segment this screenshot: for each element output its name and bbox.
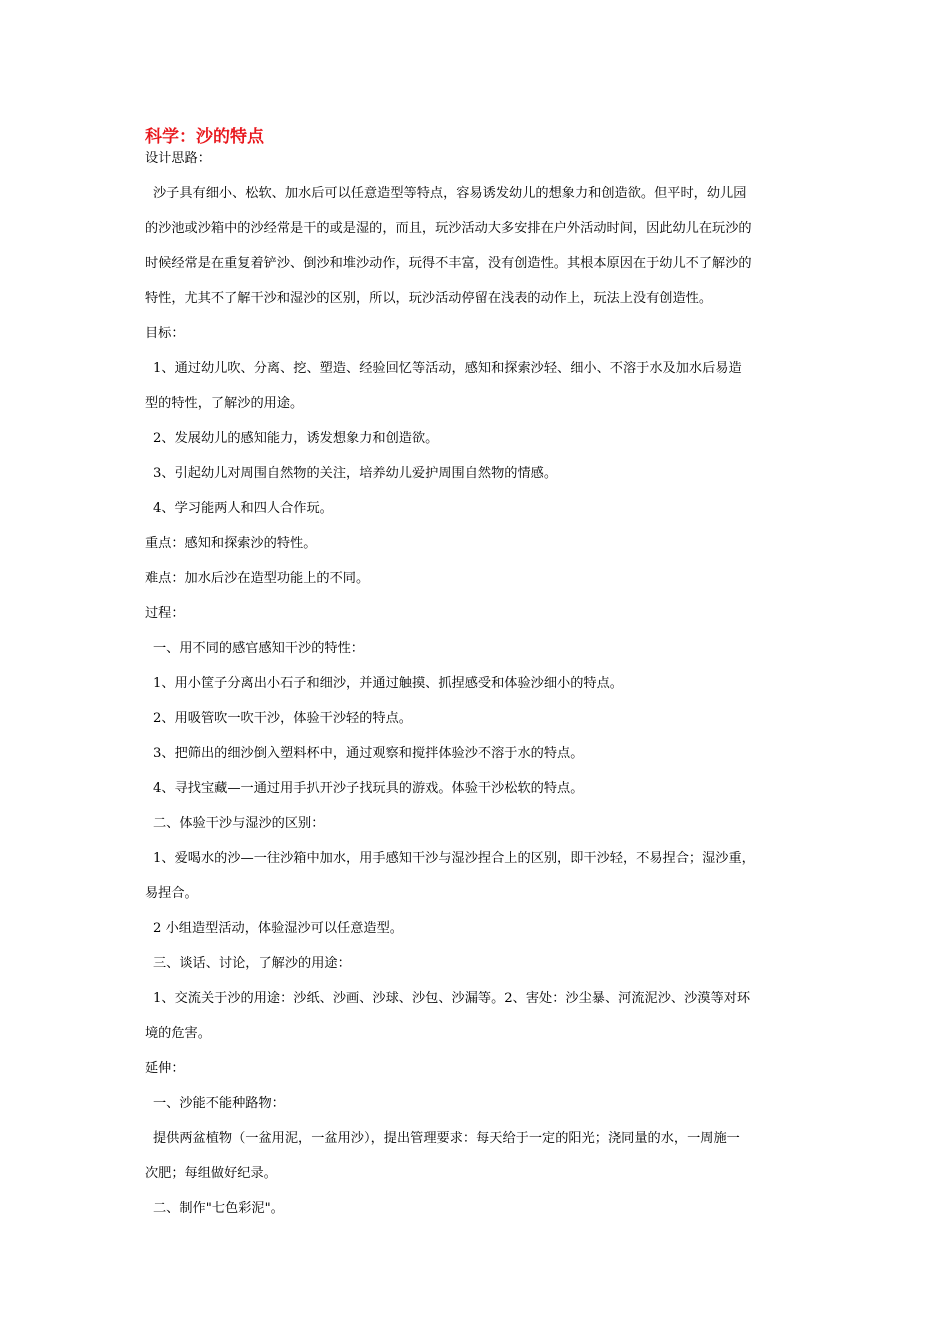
list-item: 1、爱喝水的沙—一往沙箱中加水，用手感知干沙与湿沙捏合上的区别，即干沙轻，不易捏合；湿沙重，: [153, 851, 755, 866]
subsection-heading: 一、用不同的感官感知干沙的特性：: [153, 641, 364, 656]
subsection-heading: 三、谈话、讨论，了解沙的用途：: [153, 956, 351, 971]
section-heading-design: 设计思路：: [145, 151, 211, 166]
paragraph-line: 的沙池或沙箱中的沙经常是干的或是湿的，而且，玩沙活动大多安排在户外活动时间，因此幼儿在玩沙的: [145, 221, 752, 236]
paragraph-line: 次肥；每组做好纪录。: [145, 1166, 277, 1181]
section-heading-goals: 目标：: [145, 326, 185, 341]
paragraph-line: 沙子具有细小、松软、加水后可以任意造型等特点，容易诱发幼儿的想象力和创造欲。但平时，幼儿园: [153, 186, 747, 201]
list-item: 4、寻找宝藏—一通过用手扒开沙子找玩具的游戏。体验干沙松软的特点。: [153, 781, 584, 796]
document-title: 科学：沙的特点: [145, 127, 264, 147]
paragraph-line: 时候经常是在重复着铲沙、倒沙和堆沙动作，玩得不丰富，没有创造性。其根本原因在于幼儿不了解沙的: [145, 256, 752, 271]
list-item: 1、交流关于沙的用途：沙纸、沙画、沙球、沙包、沙漏等。2、害处：沙尘暴、河流泥沙、沙漠等对环: [153, 991, 751, 1006]
key-point: 重点：感知和探索沙的特性。: [145, 536, 317, 551]
list-item: 2 小组造型活动，体验湿沙可以任意造型。: [153, 921, 403, 936]
paragraph-line: 提供两盆植物（一盆用泥，一盆用沙），提出管理要求：每天给于一定的阳光；浇同量的水，一周施一: [153, 1131, 740, 1146]
subsection-heading: 一、沙能不能种路物：: [153, 1096, 285, 1111]
section-heading-extension: 延伸：: [145, 1061, 185, 1076]
list-item: 1、通过幼儿吹、分离、挖、塑造、经验回忆等活动，感知和探索沙轻、细小、不溶于水及加水后易造: [153, 361, 742, 376]
list-item-continuation: 型的特性，了解沙的用途。: [145, 396, 304, 411]
list-item: 1、用小筐子分离出小石子和细沙，并通过触摸、抓捏感受和体验沙细小的特点。: [153, 676, 623, 691]
list-item: 2、用吸管吹一吹干沙，体验干沙轻的特点。: [153, 711, 412, 726]
list-item-continuation: 易捏合。: [145, 886, 198, 901]
subsection-heading: 二、体验干沙与湿沙的区别：: [153, 816, 325, 831]
subsection-heading: 二、制作"七色彩泥"。: [153, 1201, 284, 1216]
list-item: 2、发展幼儿的感知能力，诱发想象力和创造欲。: [153, 431, 439, 446]
list-item: 3、引起幼儿对周围自然物的关注，培养幼儿爱护周围自然物的情感。: [153, 466, 558, 481]
difficulty-point: 难点：加水后沙在造型功能上的不同。: [145, 571, 370, 586]
list-item: 4、学习能两人和四人合作玩。: [153, 501, 333, 516]
list-item-continuation: 境的危害。: [145, 1026, 211, 1041]
section-heading-process: 过程：: [145, 606, 185, 621]
list-item: 3、把筛出的细沙倒入塑料杯中，通过观察和搅拌体验沙不溶于水的特点。: [153, 746, 584, 761]
paragraph-line: 特性，尤其不了解干沙和湿沙的区别，所以，玩沙活动停留在浅表的动作上，玩法上没有创造性。: [145, 291, 713, 306]
